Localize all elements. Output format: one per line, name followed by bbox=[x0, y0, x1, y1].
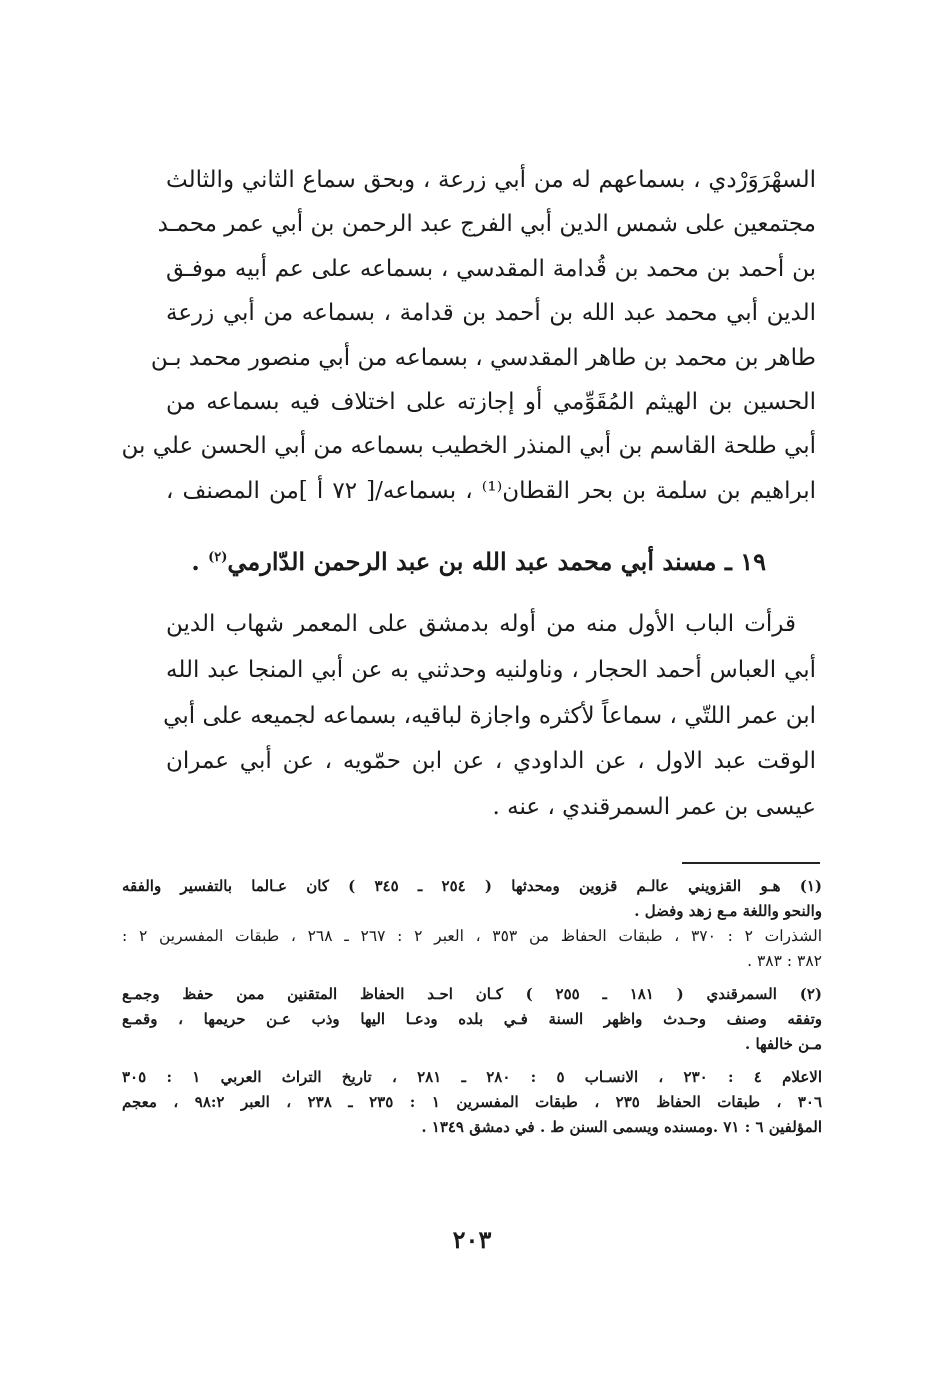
footnote-line: والنحو واللغة مـع زهد وفضل . bbox=[634, 902, 822, 920]
footnote-source-line: الشذرات ٢ : ٣٧٠ ، طبقات الحفاظ من ٣٥٣ ، العبر ٢ : ٢٦٧ ـ ٢٦٨ ، طبقات المفسرين ٢ : bbox=[122, 927, 822, 945]
footnote-line: وتفقه وصنف وحـدث واظهر السنة فـي بلده ودعـا اليها وذب عـن حريمها ، وقمـع bbox=[122, 1010, 822, 1028]
page-number: ٢٠٣ bbox=[452, 1225, 492, 1254]
footnote-2 bbox=[122, 982, 822, 1140]
footnote-source-line: الاعلام ٤ : ٢٣٠ ، الانسـاب ٥ : ٢٨٠ ـ ٢٨١ ، تاريخ التراث العربي ١ : ٣٠٥ bbox=[122, 1068, 823, 1086]
paragraph-reading bbox=[163, 602, 816, 831]
footnote-source-line: ٣٨٢ : ٣٨٣ . bbox=[747, 952, 822, 970]
footnote-divider bbox=[682, 862, 820, 864]
text-line: مجتمعين على شمس الدين أبي الفرج عبد الرحمن بن أبي عمر محمـد bbox=[157, 211, 816, 238]
section-number: ١٩ bbox=[740, 547, 766, 576]
text-line: عيسى بن عمر السمرقندي ، عنه . bbox=[492, 794, 816, 821]
footnote-1 bbox=[122, 874, 822, 974]
footnote-line: مـن خالفها . bbox=[745, 1035, 822, 1053]
text-line: أبي العباس أحمد الحجار ، وناولنيه وحدثني به عن أبي المنجا عبد الله bbox=[166, 656, 816, 683]
heading-end: . bbox=[191, 547, 209, 576]
text-line: بن أحمد بن محمد بن قُدامة المقدسي ، بسماعه على عم أبيه موفـق bbox=[166, 255, 816, 282]
text-line: ابراهيم بن سلمة بن بحر القطان⁽¹⁾ ، بسماعه/[ ٧٢ أ ]من المصنف ، bbox=[166, 477, 817, 504]
text-line: أبي طلحة القاسم بن أبي المنذر الخطيب بسماعه من أبي الحسن علي بن bbox=[121, 433, 816, 460]
footnote-source-line: ٣٠٦ ، طبقات الحفاظ ٢٣٥ ، طبقات المفسرين ١ : ٢٣٥ ـ ٢٣٨ ، العبر ٩٨:٢ ، معجم bbox=[122, 1093, 822, 1111]
section-title: ـ مسند أبي محمد عبد الله بن عبد الرحمن الدّارمي bbox=[227, 547, 732, 576]
text-line: الدين أبي محمد عبد الله بن أحمد بن قدامة ، بسماعه من أبي زرعة bbox=[166, 300, 816, 327]
text-line: السهْرَوَرْدي ، بسماعهم له من أبي زرعة ، وبحق سماع الثاني والثالث bbox=[166, 167, 816, 193]
footnote-line: (١) هـو القزويني عالـم قزوين ومحدثها ( ٢٥٤ ـ ٣٤٥ ) كان عـالما بالتفسير والفقه bbox=[122, 877, 822, 895]
footnote-source-line: المؤلفين ٦ : ٧١ .ومسنده ويسمى السنن ط . في دمشق ١٣٤٩ . bbox=[421, 1118, 822, 1136]
text-line: الوقت عبد الاول ، عن الداودي ، عن ابن حمّويه ، عن أبي عمران bbox=[166, 748, 816, 775]
text-line: ابن عمر اللتّي ، سماعاً لأكثره واجازة لباقيه، بسماعه لجميعه على أبي bbox=[163, 702, 816, 729]
section-heading bbox=[166, 540, 816, 584]
footnote-mark: (٢) bbox=[208, 550, 228, 565]
footnote-line: (٢) السمرقندي ( ١٨١ ـ ٢٥٥ ) كـان احـد الحفاظ المتقنين ممن حفظ وجمـع bbox=[122, 985, 822, 1003]
footnotes bbox=[122, 874, 822, 1140]
paragraph-continuation bbox=[121, 158, 817, 513]
text-line: الحسين بن الهيثم المُقَوِّمي أو إجازته على اختلاف فيه بسماعه من bbox=[166, 389, 816, 416]
text-line: طاهر بن محمد بن طاهر المقدسي ، بسماعه من أبي منصور محمد بـن bbox=[150, 344, 816, 371]
text-line: قرأت الباب الأول منه من أوله بدمشق على المعمر شهاب الدين bbox=[166, 611, 796, 637]
